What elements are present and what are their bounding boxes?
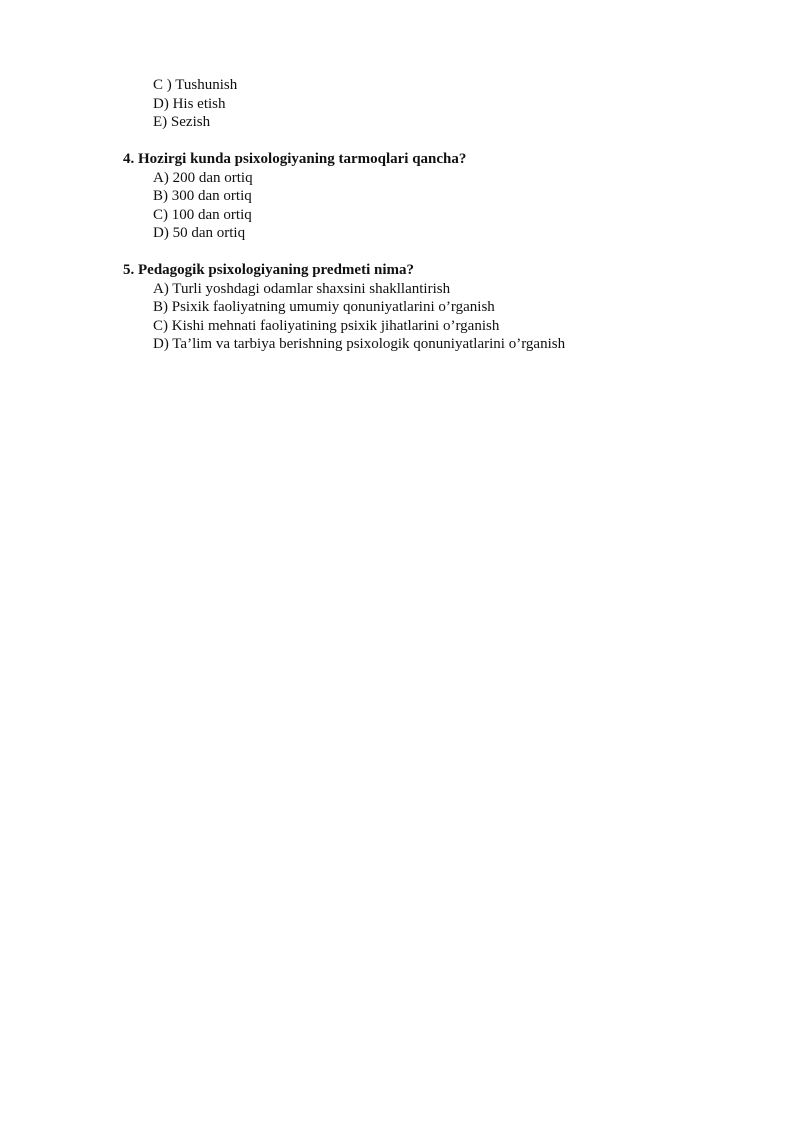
- option-b: B) Psixik faoliyatning umumiy qonuniyatlarini o’rganish: [153, 299, 495, 316]
- question-title: 4. Hozirgi kunda psixologiyaning tarmoqlari qancha?: [123, 151, 467, 167]
- option-e: E) Sezish: [153, 114, 211, 131]
- question-title: 5. Pedagogik psixologiyaning predmeti nima?: [123, 262, 415, 278]
- question-3-options-continued: [0, 76, 800, 132]
- option-c: C ) Tushunish: [153, 77, 238, 93]
- option-d: D) 50 dan ortiq: [153, 225, 246, 242]
- option-d: D) His etish: [153, 95, 226, 112]
- option-a: A) 200 dan ortiq: [153, 169, 253, 186]
- question-5: [0, 261, 800, 354]
- option-a: A) Turli yoshdagi odamlar shaxsini shakllantirish: [153, 280, 451, 297]
- option-c: C) 100 dan ortiq: [153, 206, 252, 223]
- option-c: C) Kishi mehnati faoliyatining psixik jihatlarini o’rganish: [153, 317, 500, 334]
- option-b: B) 300 dan ortiq: [153, 188, 252, 205]
- option-d: D) Ta’lim va tarbiya berishning psixologik qonuniyatlarini o’rganish: [153, 336, 566, 353]
- question-4: [0, 150, 800, 243]
